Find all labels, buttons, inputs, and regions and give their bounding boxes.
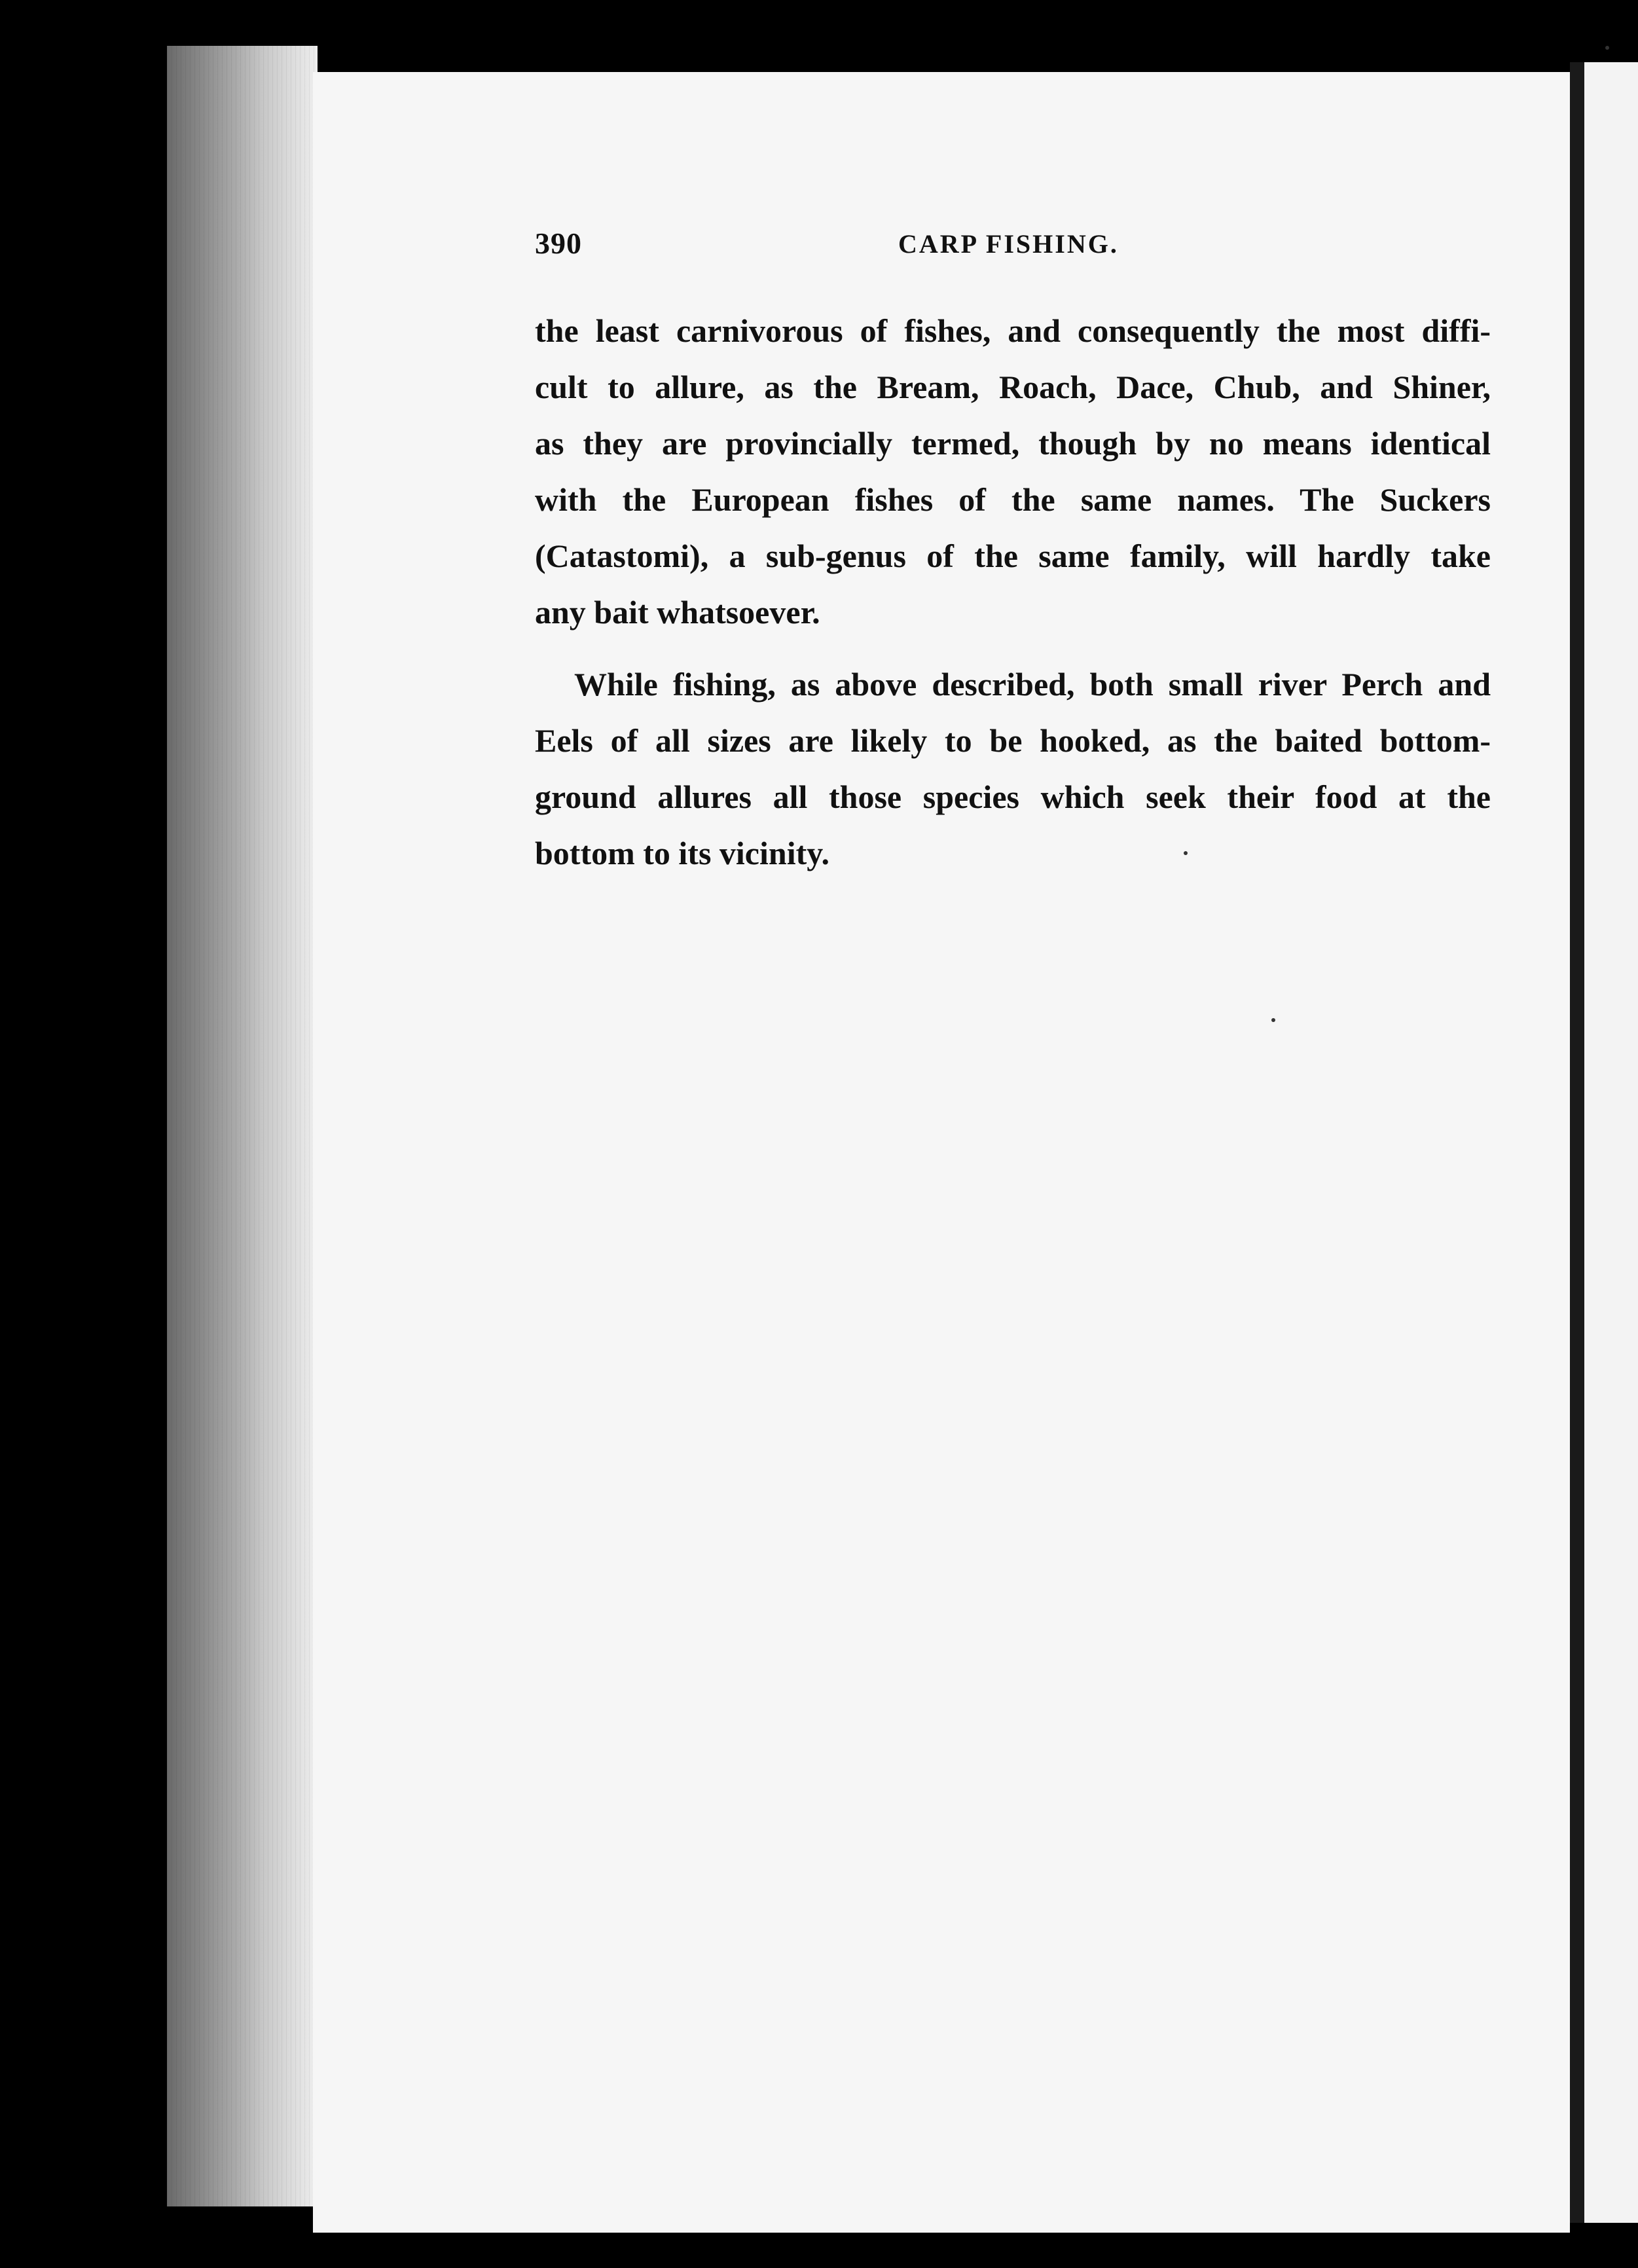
page-header — [535, 226, 1491, 272]
text-line: as they are provincially termed, though by no means identical — [535, 425, 1491, 462]
body-text — [535, 302, 1491, 881]
scan-speck — [1605, 46, 1609, 50]
page-edge-stack — [167, 46, 318, 2206]
scan-speck — [1271, 1018, 1275, 1022]
running-title: CARP FISHING. — [898, 229, 1119, 259]
gutter-shadow — [1570, 62, 1584, 2223]
facing-page-edge — [1584, 62, 1638, 2223]
text-line: (Catastomi), a sub-genus of the same family, will hardly take — [535, 538, 1491, 574]
text-line: the least carnivorous of fishes, and consequently the most diffi- — [535, 312, 1491, 349]
text-line: bottom to its vicinity. — [535, 835, 829, 871]
text-line: Eels of all sizes are likely to be hooked, as the baited bottom- — [535, 722, 1491, 759]
text-line: ground allures all those species which seek their food at the — [535, 778, 1491, 815]
text-line: While fishing, as above described, both small river Perch and — [574, 666, 1491, 703]
page-number: 390 — [535, 227, 582, 260]
paragraph — [535, 302, 1491, 640]
text-line: with the European fishes of the same names. The Suckers — [535, 481, 1491, 518]
text-line: cult to allure, as the Bream, Roach, Dace, Chub, and Shiner, — [535, 369, 1491, 405]
paragraph — [535, 656, 1491, 881]
scan-speck — [1184, 851, 1188, 855]
text-line: any bait whatsoever. — [535, 594, 820, 631]
